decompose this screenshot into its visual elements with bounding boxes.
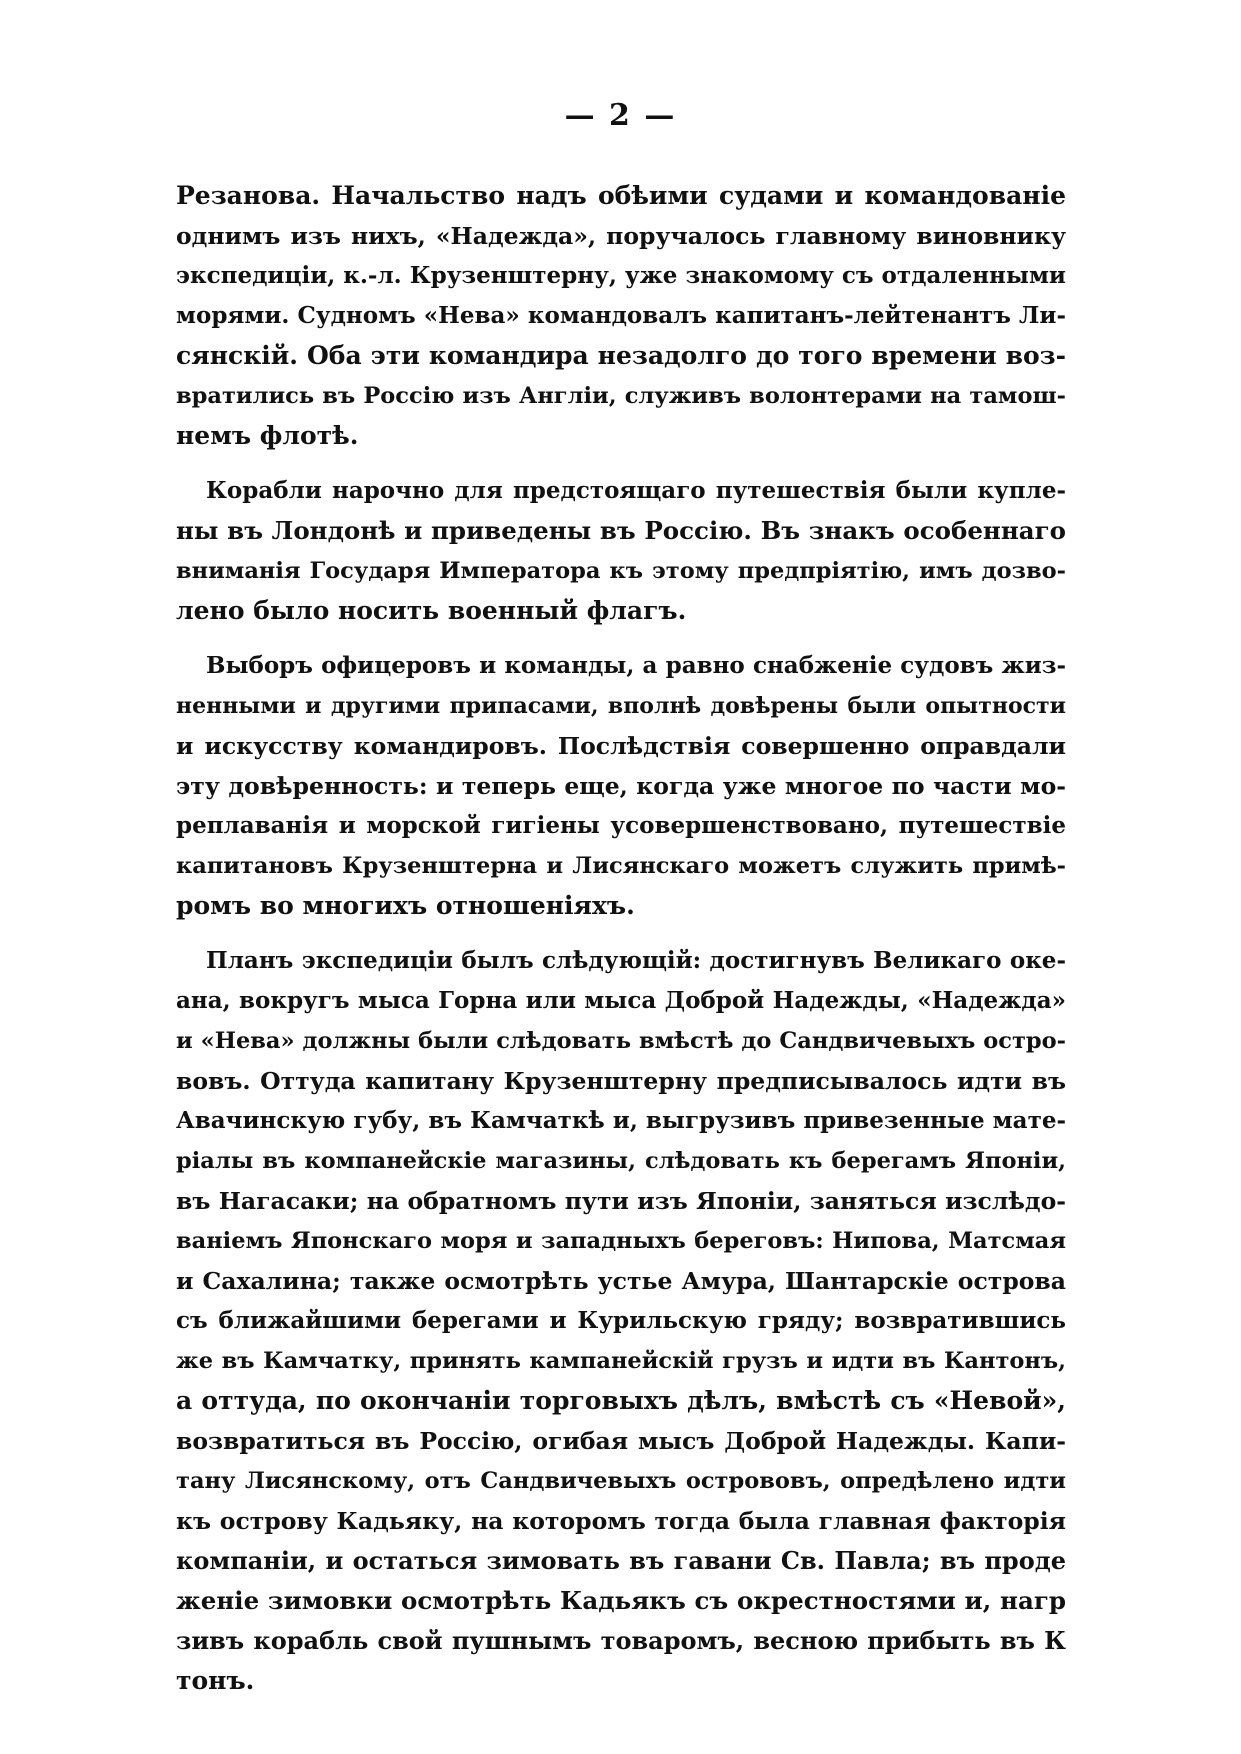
text-line: же въ Камчатку, принять кампанейскій грузъ и идти въ Кантонъ, [176, 1348, 1066, 1374]
text-line: возвратиться въ Россію, огибая мысъ Доброй Надежды. Капи- [176, 1427, 1066, 1455]
text-line: компаніи, и остаться зимовать въ гавани Св. Павла; въ проде [176, 1546, 1066, 1575]
text-line: ріалы въ компанейскіе магазины, слѣдовать къ берегамъ Японіи, [176, 1148, 1066, 1174]
paragraph [176, 646, 1066, 926]
text-line: реплаванія и морской гигіены усовершенствовано, путешествіе [176, 812, 1066, 839]
text-line: въ Нагасаки; на обратномъ пути изъ Японіи, заняться изслѣдо- [176, 1187, 1066, 1215]
text-line: тонъ. [176, 1666, 255, 1695]
text-line: ваніемъ Японскаго моря и западныхъ береговъ: Нипова, Матсмая [176, 1228, 1066, 1254]
text-line: капитановъ Крузенштерна и Лисянскаго можетъ служить примѣ- [176, 853, 1066, 879]
text-line: Выборъ офицеровъ и команды, а равно снабженіе судовъ жиз- [206, 652, 1066, 679]
text-line: сянскій. Оба эти командира незадолго до того времени воз- [176, 341, 1066, 370]
text-line: морями. Судномъ «Нева» командовалъ капитанъ-лейтенантъ Ли- [176, 302, 1066, 329]
text-line: Авачинскую губу, въ Камчаткѣ и, выгрузивъ привезенные мате- [176, 1107, 1066, 1134]
text-line: ромъ во многихъ отношеніяхъ. [176, 891, 635, 920]
text-line: съ ближайшими берегами и Курильскую гряду; возвратившись [176, 1307, 1066, 1334]
text-line: вовъ. Оттуда капитану Крузенштерну предписывалось идти въ [176, 1067, 1066, 1095]
text-line: Корабли нарочно для предстоящаго путешествія были купле- [206, 477, 1066, 504]
text-line: и Сахалина; также осмотрѣть устье Амура, Шантарскіе острова [176, 1267, 1066, 1295]
text-line: тану Лисянскому, отъ Сандвичевыхъ острововъ, опредѣлено идти [176, 1468, 1066, 1494]
text-line: и искусству командировъ. Послѣдствія совершенно оправдали [176, 732, 1066, 760]
text-line: эту довѣренность: и теперь еще, когда уже многое по части мо- [176, 772, 1066, 800]
paragraph [176, 471, 1066, 631]
text-line: къ острову Кадьяку, на которомъ тогда была главная факторія [176, 1507, 1066, 1535]
text-line: зивъ корабль свой пушнымъ товаромъ, весною прибыть въ К [176, 1626, 1066, 1655]
text-line: экспедиціи, к.-л. Крузенштерну, уже знакомому съ отдаленными [176, 262, 1066, 289]
text-line: вратились въ Россію изъ Англіи, служивъ волонтерами на тамош- [176, 383, 1066, 409]
text-line: однимъ изъ нихъ, «Надежда», поручалось главному виновнику [176, 222, 1066, 250]
text-line: немъ флотѣ. [176, 421, 359, 450]
text-line: Резанова. Начальство надъ обѣими судами и командованіе [176, 181, 1066, 210]
paragraph [176, 941, 1066, 1701]
text-line: и «Нева» должны были слѣдовать вмѣстѣ до Сандвичевыхъ остро- [176, 1028, 1066, 1054]
text-line: вниманія Государя Императора къ этому предпріятію, имъ дозво- [176, 558, 1066, 584]
text-line: женіе зимовки осмотрѣть Кадьякъ съ окрестностями и, нагр [176, 1586, 1066, 1615]
body-text [176, 176, 1066, 1716]
text-line: а оттуда, по окончаніи торговыхъ дѣлъ, вмѣстѣ съ «Невой», [176, 1386, 1066, 1415]
text-line: ана, вокругъ мыса Горна или мыса Доброй Надежды, «Надежда» [176, 987, 1066, 1014]
paragraph [176, 176, 1066, 456]
text-line: ны въ Лондонѣ и приведены въ Россію. Въ знакъ особеннаго [176, 516, 1066, 545]
page-number: — 2 — [564, 98, 677, 133]
text-line: ненными и другими припасами, вполнѣ довѣрены были опытности [176, 693, 1066, 719]
text-line: Планъ экспедиціи былъ слѣдующій: достигнувъ Великаго оке- [206, 947, 1066, 974]
text-line: лено было носить военный флагъ. [176, 596, 687, 625]
